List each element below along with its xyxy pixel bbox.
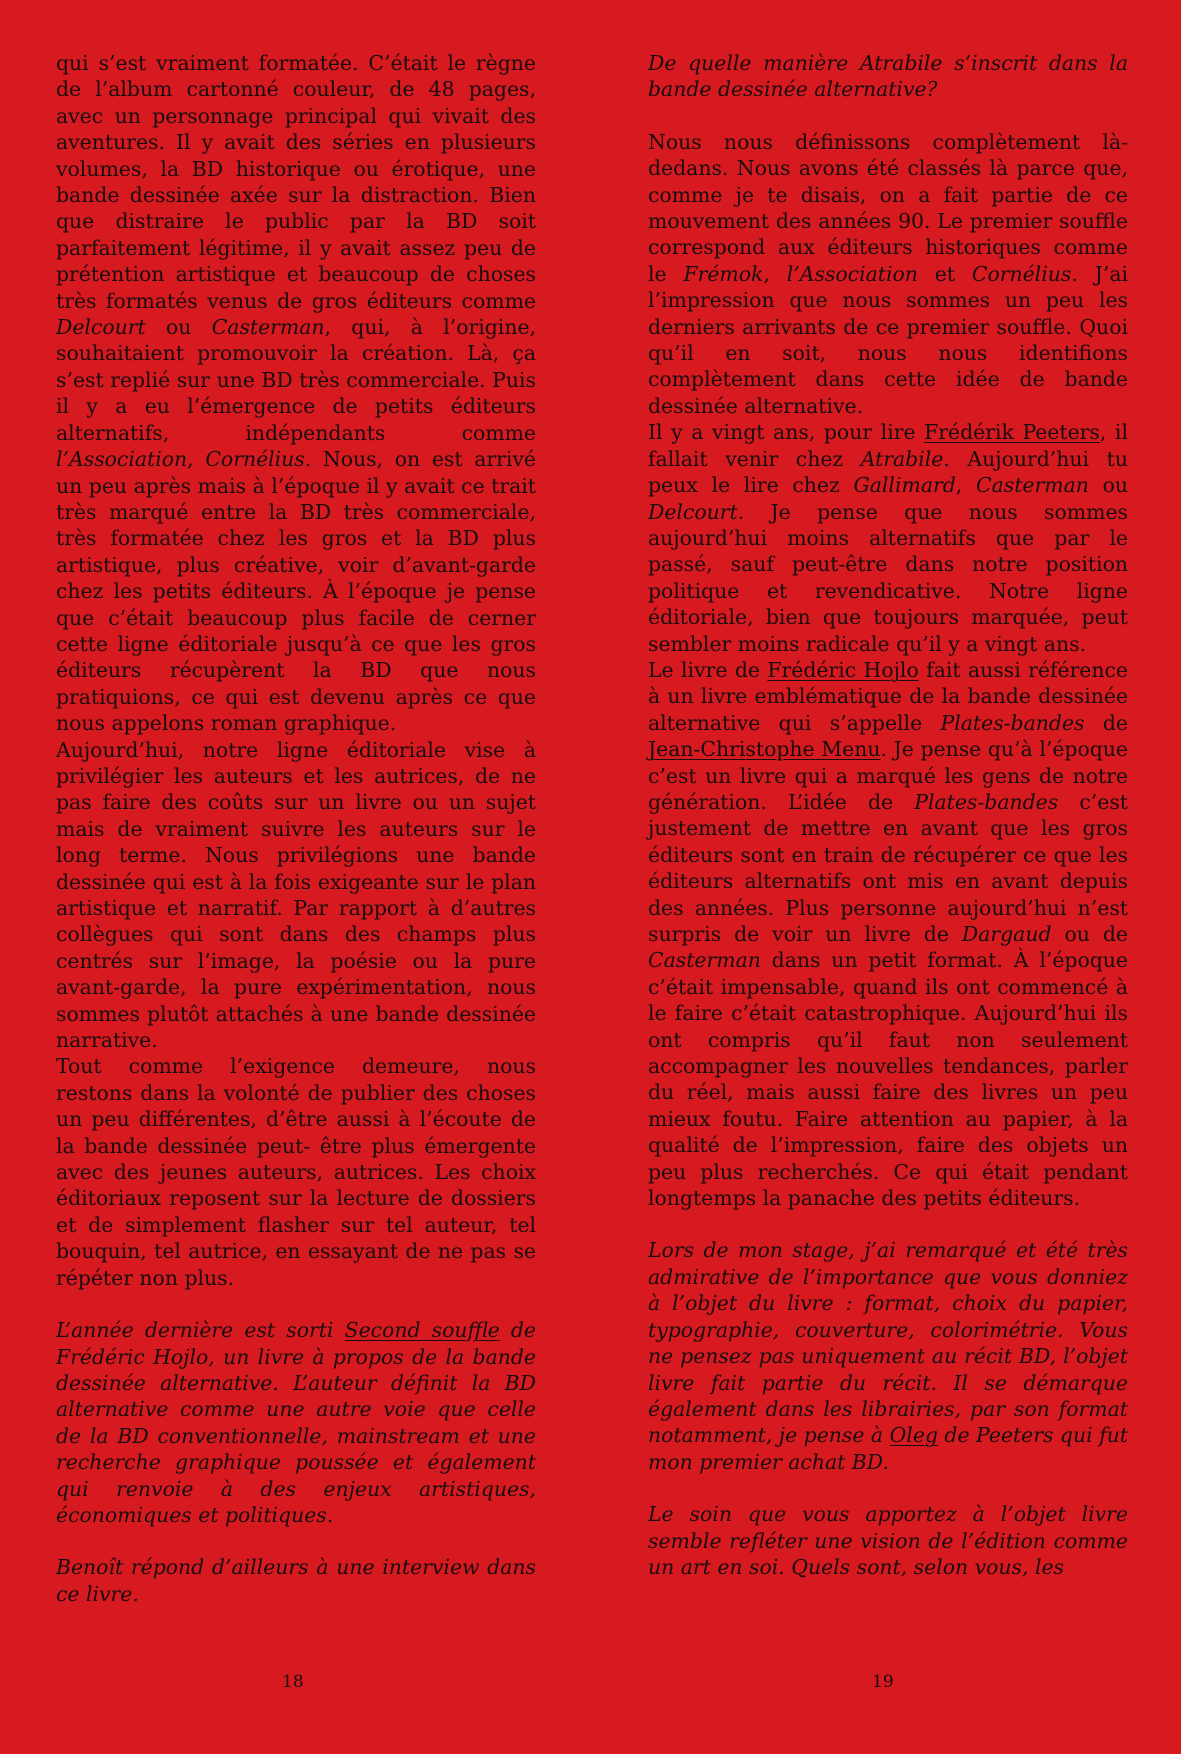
interview-question: Le soin que vous apportez à l’objet livre semble refléter une vision de l’édition comme un art en soi. Quels sont, selon vous, les bbox=[648, 1502, 1128, 1579]
paragraph: Nous nous définissons complètement là-dedans. Nous avons été classés là parce que, comme je te disais, on a fait partie de ce mouvement des années 90. Le premier souffle correspond aux éditeurs historiques comme le Frémok, l’Association et Cornélius. J’ai l’impression que nous sommes un peu les derniers arrivants de ce premier souffle. Quoi qu’il en soit, nous nous identifions complètement dans cette idée de bande dessinée alternative. bbox=[648, 129, 1128, 418]
publisher-name: l’Association bbox=[786, 261, 918, 286]
book-title-link: Oleg bbox=[889, 1423, 938, 1448]
publisher-name: Casterman bbox=[648, 948, 761, 973]
page-number-right: 19 bbox=[872, 1672, 894, 1692]
left-page-column bbox=[56, 50, 536, 1607]
publisher-name: Casterman bbox=[211, 315, 325, 340]
publisher-name: l’Association bbox=[56, 447, 188, 472]
publisher-name: Frémok bbox=[683, 261, 764, 286]
publisher-name: Atrabile bbox=[860, 446, 944, 471]
author-name-link: Frédéric Hojlo bbox=[767, 657, 919, 682]
paragraph: Aujourd’hui, notre ligne éditoriale vise à privilégier les auteurs et les autrices, de ne pas faire des coûts sur un livre ou un sujet mais de vraiment suivre les auteurs sur le long terme. Nous privilégions une bande dessinée qui est à la fois exigeante sur le plan artistique et narratif. Par rapport à d’autres collègues qui sont dans des champs plus centrés sur l’image, la poésie ou la pure avant-garde, la pure expérimentation, nous sommes plutôt attachés à une bande dessinée narrative. bbox=[56, 737, 536, 1053]
publisher-name: Gallimard bbox=[853, 473, 956, 498]
interview-question: L’année dernière est sorti Second souffle de Frédéric Hojlo, un livre à propos de la bande dessinée alternative. L’auteur définit la BD alternative comme une autre voie que celle de la BD conventionnelle, mainstream et une recherche graphique poussée et également qui renvoie à des enjeux artistiques, économiques et politiques. bbox=[56, 1318, 536, 1527]
right-page-column bbox=[648, 50, 1128, 1580]
page-number-left: 18 bbox=[282, 1672, 304, 1692]
publisher-name: Cornélius bbox=[205, 447, 305, 472]
interview-question: Lors de mon stage, j’ai remarqué et été très admirative de l’importance que vous donniez à l’objet du livre : format, choix du papier, typographie, couverture, colorimétrie. Vous ne pensez pas uniquement au récit BD, l’objet livre fait partie du récit. Il se démarque également dans les librairies, par son format notamment, je pense à Oleg de Peeters qui fut mon premier achat BD. bbox=[648, 1238, 1128, 1474]
publisher-name: Delcourt bbox=[648, 499, 738, 524]
book-title-link: Second souffle bbox=[344, 1318, 500, 1343]
author-name-link: Frédérik Peeters bbox=[924, 420, 1100, 445]
publisher-name: Delcourt bbox=[56, 315, 146, 340]
publisher-name: Casterman bbox=[976, 473, 1089, 498]
paragraph: Il y a vingt ans, pour lire Frédérik Peeters, il fallait venir chez Atrabile. Aujourd’hui tu peux le lire chez Gallimard, Casterman ou Delcourt. Je pense que nous sommes aujourd’hui moins alternatifs que par le passé, sauf peut-être dans notre position politique et revendicative. Notre ligne éditoriale, bien que toujours marquée, peut sembler moins radicale qu’il y a vingt ans. bbox=[648, 420, 1128, 656]
book-title: Plates-bandes bbox=[940, 710, 1085, 735]
publisher-name: Cornélius bbox=[971, 261, 1072, 286]
book-title: Plates-bandes bbox=[914, 789, 1059, 814]
paragraph: qui s’est vraiment formatée. C’était le règne de l’album cartonné couleur, de 48 pages, avec un personnage principal qui vivait des aventures. Il y avait des séries en plusieurs volumes, la BD historique ou érotique, une bande dessinée axée sur la distraction. Bien que distraire le public par la BD soit parfaitement légitime, il y avait assez peu de prétention artistique et beaucoup de choses très formatés venus de gros éditeurs comme Delcourt ou Casterman, qui, à l’origine, souhaitaient promouvoir la création. Là, ça s’est replié sur une BD très commerciale. Puis il y a eu l’émergence de petits éditeurs alternatifs, indépendants comme l’Association, Cornélius. Nous, on est arrivé un peu après mais à l’époque il y avait ce trait très marqué entre la BD très commerciale, très formatée chez les gros et la BD plus artistique, plus créative, voir d’avant-garde chez les petits éditeurs. À l’époque je pense que c’était beaucoup plus facile de cerner cette ligne éditoriale jusqu’à ce que les gros éditeurs récupèrent la BD que nous pratiquions, ce qui est devenu après ce que nous appelons roman graphique. bbox=[56, 51, 537, 736]
publisher-name: Dargaud bbox=[961, 922, 1052, 946]
author-name-link: Jean-Christophe Menu bbox=[648, 737, 881, 762]
interview-question: Benoît répond d’ailleurs à une interview dans ce livre. bbox=[56, 1555, 536, 1606]
interview-question: De quelle manière Atrabile s’inscrit dans la bande dessinée alternative? bbox=[648, 51, 1128, 102]
paragraph: Le livre de Frédéric Hojlo fait aussi référence à un livre emblématique de la bande dessinée alternative qui s’appelle Plates-bandes de Jean-Christophe Menu. Je pense qu’à l’époque c’est un livre qui a marqué les gens de notre génération. L’idée de Plates-bandes c’est justement de mettre en avant que les gros éditeurs sont en train de récupérer ce que les éditeurs alternatifs ont mis en avant depuis des années. Plus personne aujourd’hui n’est surpris de voir un livre de Dargaud ou de Casterman dans un petit format. À l’époque c’était impensable, quand ils ont commencé à le faire c’était catastrophique. Aujourd’hui ils ont compris qu’il faut non seulement accompagner les nouvelles tendances, parler du réel, mais aussi faire des livres un peu mieux foutu. Faire attention au papier, à la qualité de l’impression, faire des objets un peu plus recherchés. Ce qui était pendant longtemps la panache des petits éditeurs. bbox=[648, 657, 1129, 1211]
paragraph: Tout comme l’exigence demeure, nous restons dans la volonté de publier des choses un peu différentes, d’être aussi à l’écoute de la bande dessinée peut- être plus émergente avec des jeunes auteurs, autrices. Les choix éditoriaux reposent sur la lecture de dossiers et de simplement flasher sur tel auteur, tel bouquin, tel autrice, en essayant de ne pas se répéter non plus. bbox=[56, 1054, 536, 1290]
